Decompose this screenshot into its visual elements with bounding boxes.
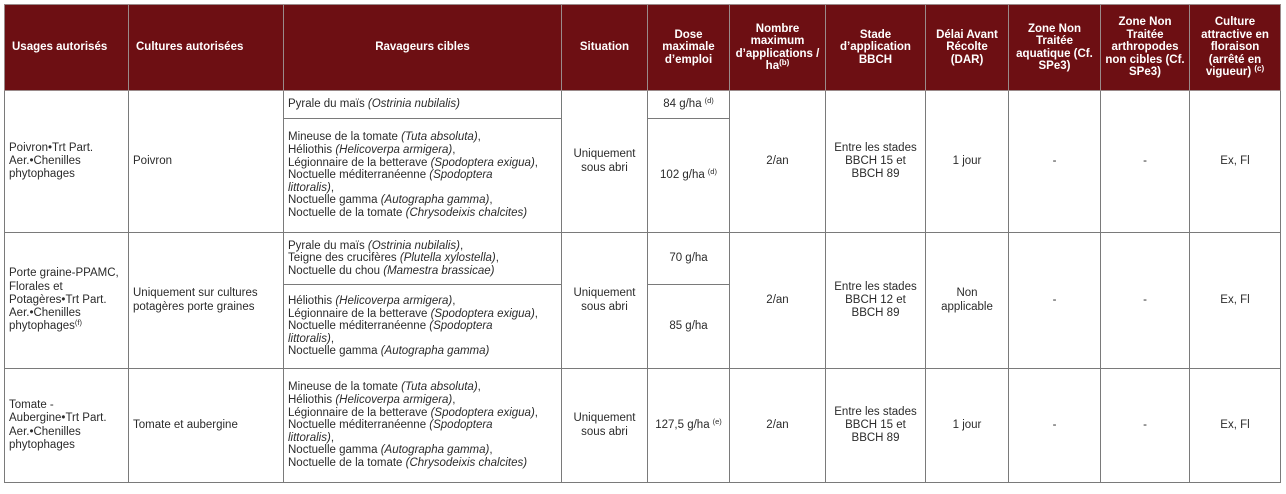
header-delai: Délai Avant Récolte (DAR) xyxy=(926,5,1009,91)
pest-scientific-name: (Spodoptera exigua) xyxy=(430,307,535,320)
cell-dose xyxy=(648,233,730,285)
pest-line xyxy=(288,252,558,265)
header-culture-attractive-note: (c) xyxy=(1254,64,1265,74)
pest-name: Légionnaire de la betterave xyxy=(288,307,431,320)
pest-line xyxy=(288,381,558,394)
pest-scientific-name: (Ostrinia nubilalis) xyxy=(367,98,460,111)
header-culture-attractive xyxy=(1190,5,1281,91)
pest-scientific-name: (Spodoptera xyxy=(429,320,493,333)
pest-scientific-name: littoralis) xyxy=(288,181,331,194)
dose-value: 85 g/ha xyxy=(669,319,708,332)
dose-note: (e) xyxy=(712,416,722,426)
cell-zone-aquatique: - xyxy=(1009,369,1101,483)
usage-text: Poivron•Trt Part. Aer.•Chenilles phytophages xyxy=(9,141,94,181)
pest-line xyxy=(288,144,558,157)
cell-dose xyxy=(648,91,730,119)
pest-line xyxy=(288,457,558,470)
pest-separator: , xyxy=(452,295,456,308)
header-cultures: Cultures autorisées xyxy=(129,5,284,91)
cell-usage xyxy=(5,369,129,483)
pest-scientific-name: littoralis) xyxy=(288,332,331,345)
pest-name: Noctuelle du chou xyxy=(288,264,384,277)
pest-separator: , xyxy=(534,406,538,419)
pest-scientific-name: (Spodoptera exigua) xyxy=(430,156,535,169)
header-nombre xyxy=(730,5,826,91)
header-nombre-label: Nombre maximum d’applications / ha xyxy=(735,22,820,72)
pest-line xyxy=(288,240,558,253)
dose-note: (d) xyxy=(707,166,717,176)
pest-name: Noctuelle méditerranéenne xyxy=(288,320,430,333)
header-situation: Situation xyxy=(562,5,648,91)
pest-scientific-name: (Spodoptera xyxy=(429,169,493,182)
table-row xyxy=(5,233,1281,285)
usage-table-wrapper xyxy=(4,4,1281,483)
cell-usage xyxy=(5,233,129,369)
pest-name: Pyrale du maïs xyxy=(288,98,368,111)
cell-nombre: 2/an xyxy=(730,91,826,233)
pest-line xyxy=(288,169,558,182)
pest-line xyxy=(288,207,558,220)
pest-scientific-name: (Chrysodeixis chalcites) xyxy=(405,456,528,469)
cell-culture: Tomate et aubergine xyxy=(129,369,284,483)
header-zna: Zone Non Traitée aquatique (Cf. SPe3) xyxy=(1009,5,1101,91)
pest-name: Noctuelle méditerranéenne xyxy=(288,169,430,182)
pest-scientific-name: (Helicoverpa armigera) xyxy=(335,295,453,308)
cell-culture-attractive: Ex, Fl xyxy=(1190,233,1281,369)
pest-scientific-name: littoralis) xyxy=(288,431,331,444)
pest-line xyxy=(288,265,558,278)
pest-line xyxy=(288,98,558,111)
pest-name: Noctuelle de la tomate xyxy=(288,206,406,219)
pest-line xyxy=(288,394,558,407)
pest-line xyxy=(288,419,558,432)
pest-separator: , xyxy=(534,307,538,320)
header-row xyxy=(5,5,1281,91)
pest-scientific-name: (Tuta absoluta) xyxy=(401,381,478,394)
cell-nombre: 2/an xyxy=(730,233,826,369)
pest-name: Teigne des crucifères xyxy=(288,252,400,265)
cell-nombre: 2/an xyxy=(730,369,826,483)
cell-delai: 1 jour xyxy=(926,91,1009,233)
usage-text: Porte graine-PPAMC, Florales et Potagères•Trt Part. Aer.•Chenilles phytophages xyxy=(9,267,119,333)
pest-name: Noctuelle méditerranéenne xyxy=(288,419,430,432)
dose-value: 84 g/ha xyxy=(663,97,702,110)
header-dose: Dose maximale d’emploi xyxy=(648,5,730,91)
dose-value: 102 g/ha xyxy=(660,168,705,181)
cell-stade: Entre les stades BBCH 15 et BBCH 89 xyxy=(826,369,926,483)
pest-separator: , xyxy=(330,181,335,194)
cell-stade: Entre les stades BBCH 12 et BBCH 89 xyxy=(826,233,926,369)
table-body xyxy=(5,91,1281,483)
pest-separator: , xyxy=(330,332,335,345)
cell-zone-aquatique: - xyxy=(1009,233,1101,369)
pest-line xyxy=(288,432,558,445)
cell-delai: Non applicable xyxy=(926,233,1009,369)
dose-note: (d) xyxy=(704,95,714,105)
pest-line xyxy=(288,444,558,457)
pest-scientific-name: (Chrysodeixis chalcites) xyxy=(405,206,528,219)
pest-scientific-name: (Spodoptera xyxy=(429,419,493,432)
pest-separator: , xyxy=(459,239,464,252)
pest-name: Noctuelle gamma xyxy=(288,444,381,457)
cell-culture-attractive: Ex, Fl xyxy=(1190,91,1281,233)
cell-delai: 1 jour xyxy=(926,369,1009,483)
header-usages: Usages autorisés xyxy=(5,5,129,91)
pest-line xyxy=(288,407,558,420)
pest-name: Mineuse de la tomate xyxy=(288,131,402,144)
pest-name: Héliothis xyxy=(288,394,336,407)
cell-culture: Poivron xyxy=(129,91,284,233)
cell-zone-arthropodes: - xyxy=(1101,91,1190,233)
pest-name: Noctuelle gamma xyxy=(288,194,381,207)
cell-situation: Uniquement sous abri xyxy=(562,233,648,369)
pest-scientific-name: (Plutella xylostella) xyxy=(399,252,496,265)
usage-note: (f) xyxy=(74,318,82,328)
pest-separator: , xyxy=(489,444,493,457)
header-culture-attractive-label: Culture attractive en floraison (arrêté en vigueur) xyxy=(1201,16,1269,79)
cell-dose xyxy=(648,119,730,233)
cell-ravageurs xyxy=(284,91,562,119)
pest-name: Pyrale du maïs xyxy=(288,239,368,252)
pest-separator: , xyxy=(452,394,456,407)
pest-separator: , xyxy=(477,131,481,144)
header-znt: Zone Non Traitée arthropodes non cibles (Cf. SPe3) xyxy=(1101,5,1190,91)
cell-dose xyxy=(648,369,730,483)
table-row xyxy=(5,369,1281,483)
pest-separator: , xyxy=(477,381,481,394)
cell-stade: Entre les stades BBCH 15 et BBCH 89 xyxy=(826,91,926,233)
pest-name: Héliothis xyxy=(288,144,336,157)
cell-usage xyxy=(5,91,129,233)
pest-name: Héliothis xyxy=(288,295,336,308)
pest-separator: , xyxy=(452,144,456,157)
table-row xyxy=(5,91,1281,119)
usage-table xyxy=(4,4,1281,483)
cell-dose xyxy=(648,285,730,369)
cell-zone-arthropodes: - xyxy=(1101,369,1190,483)
cell-situation: Uniquement sous abri xyxy=(562,369,648,483)
pest-separator: , xyxy=(495,252,499,265)
pest-line xyxy=(288,333,558,346)
pest-name: Légionnaire de la betterave xyxy=(288,156,431,169)
pest-scientific-name: (Spodoptera exigua) xyxy=(430,406,535,419)
cell-ravageurs xyxy=(284,233,562,285)
pest-scientific-name: (Ostrinia nubilalis) xyxy=(367,239,460,252)
pest-scientific-name: (Tuta absoluta) xyxy=(401,131,478,144)
cell-zone-arthropodes: - xyxy=(1101,233,1190,369)
pest-name: Légionnaire de la betterave xyxy=(288,406,431,419)
pest-scientific-name: (Helicoverpa armigera) xyxy=(335,144,453,157)
dose-value: 127,5 g/ha xyxy=(655,418,710,431)
pest-scientific-name: (Helicoverpa armigera) xyxy=(335,394,453,407)
pest-name: Mineuse de la tomate xyxy=(288,381,402,394)
header-nombre-note: (b) xyxy=(779,57,790,67)
cell-situation: Uniquement sous abri xyxy=(562,91,648,233)
pest-line xyxy=(288,131,558,144)
dose-value: 70 g/ha xyxy=(669,251,708,264)
pest-separator: , xyxy=(534,156,538,169)
header-stade: Stade d’application BBCH xyxy=(826,5,926,91)
pest-separator: , xyxy=(330,431,335,444)
pest-line xyxy=(288,308,558,321)
pest-separator: , xyxy=(489,194,493,207)
pest-scientific-name: (Autographa gamma) xyxy=(380,444,490,457)
cell-ravageurs xyxy=(284,285,562,369)
cell-culture: Uniquement sur cultures potagères porte graines xyxy=(129,233,284,369)
pest-line xyxy=(288,345,558,358)
header-ravageurs: Ravageurs cibles xyxy=(284,5,562,91)
pest-line xyxy=(288,182,558,195)
pest-scientific-name: (Autographa gamma) xyxy=(380,345,490,358)
pest-line xyxy=(288,320,558,333)
cell-zone-aquatique: - xyxy=(1009,91,1101,233)
pest-line xyxy=(288,194,558,207)
cell-culture-attractive: Ex, Fl xyxy=(1190,369,1281,483)
pest-name: Noctuelle gamma xyxy=(288,345,381,358)
cell-ravageurs xyxy=(284,369,562,483)
pest-line xyxy=(288,295,558,308)
pest-scientific-name: (Mamestra brassicae) xyxy=(383,264,495,277)
usage-text: Tomate - Aubergine•Trt Part. Aer.•Chenilles phytophages xyxy=(9,399,107,451)
cell-ravageurs xyxy=(284,119,562,233)
pest-line xyxy=(288,157,558,170)
pest-scientific-name: (Autographa gamma) xyxy=(380,194,490,207)
pest-name: Noctuelle de la tomate xyxy=(288,456,406,469)
